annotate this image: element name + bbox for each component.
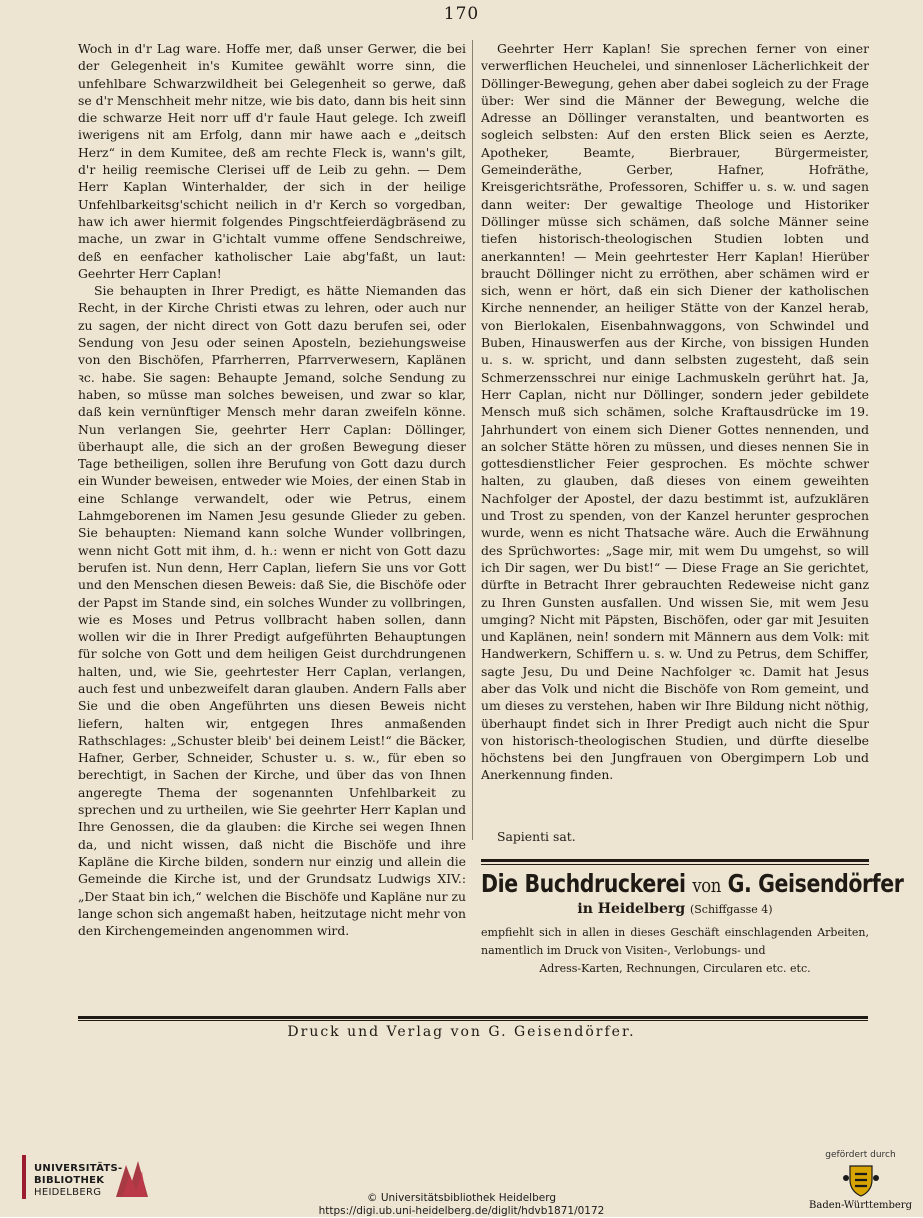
funder-block bbox=[808, 1150, 913, 1211]
funded-by-label: gefördert durch bbox=[825, 1150, 896, 1160]
ad-title-company: Die Buchdruckerei bbox=[481, 869, 686, 899]
copyright-text: © Universitätsbibliothek Heidelberg bbox=[366, 1192, 556, 1204]
footer-rule bbox=[78, 1016, 868, 1021]
ad-title-von: von bbox=[692, 873, 721, 898]
column-divider bbox=[472, 40, 473, 840]
advertisement bbox=[481, 869, 904, 978]
right-column-text bbox=[481, 40, 869, 828]
ad-place bbox=[481, 901, 869, 918]
right-column bbox=[481, 40, 904, 1040]
left-paragraph: Woch in d'r Lag ware. Hoffe mer, daß unser Gerwer, die bei der Gelegenheit in's Kumitee gewählt worre sinn, die unfehlbare Schwarzwildheit bei Gelegenheit so gerwe, daß se d'r Menschheit mehr nitze, wie bis dato, dann bis heit sinn die schwarze Heit norr uff d'r faule Haut gelege. Ich zweifl iwerigens nit am Erfolg, dann mir hawe aach e „deitsch Herz“ in dem Kumitee, deß am rechte Fleck is, wann's gilt, d'r heilig reemische Clerisei uff de Leib zu gehn. — Dem Herr Kaplan Winterhalder, der sich in der heilige Unfehlbarkeitsg'schicht neilich in d'r Kerch so vorgedban, haw ich awer hiermit folgendes Pingschtfeierdägbräsend zu mache, un zwar in G'ichtalt vumme offene Sendschreiwe, deß en eenfacher katholischer Laie abg'faßt, un laut: Geehrter Herr Caplan! bbox=[78, 41, 466, 281]
ad-body-last: Adress-Karten, Rechnungen, Circularen etc. etc. bbox=[539, 961, 811, 975]
copyright-block bbox=[0, 1192, 923, 1218]
library-name-line3: HEIDELBERG bbox=[34, 1187, 102, 1198]
ad-address: (Schiffgasse 4) bbox=[689, 902, 773, 916]
section-rule bbox=[481, 859, 869, 865]
left-column bbox=[78, 40, 466, 1010]
page-number: 170 bbox=[443, 4, 480, 24]
source-url[interactable]: https://digi.ub.uni-heidelberg.de/diglit/hdvb1871/0172 bbox=[318, 1205, 605, 1217]
ad-title bbox=[481, 869, 904, 899]
library-name-line1: UNIVERSITÄTS- bbox=[34, 1163, 123, 1174]
ad-body bbox=[481, 924, 869, 978]
ad-title-owner: G. Geisendörfer bbox=[727, 869, 904, 899]
right-paragraph: Geehrter Herr Kaplan! Sie sprechen ferner von einer verwerflichen Heuchelei, und sinnenloser Lächerlichkeit der Döllinger-Bewegung, gehen aber dabei sogleich zu der Frage über: Wer sind die Männer der Bewegung, welche die Adresse an Döllinger veranstalten, und beantworten es sogleich selbsten: Auf den ersten Blick seien es Aerzte, Apotheker, Beamte, Bierbrauer, Bürgermeister, Gemeinderäthe, Gerber, Hafner, Hofräthe, Kreisgerichtsräthe, Professoren, Schiffer u. s. w. und sagen dann weiter: Der gewaltige Theologe und Historiker Döllinger müsse sich schämen, daß solche Männer seine tiefen historisch-theologischen Studien lobten und anerkannten! — Mein geehrtester Herr Kaplan! Hierüber braucht Döllinger nicht zu erröthen, aber schämen wird er sich, wenn er hört, daß ein sich Diener der katholischen Kirche nennender, an heiliger Stätte von der Kanzel herab, von Bierlokalen, Eisenbahnwaggons, von Schwindel und Buben, Hinauswerfen aus der Kirche, von bissigen Hunden u. s. w. spricht, und dann selbsten zugesteht, daß sein Schmerzensschrei nur einige Lachmuskeln gerührt hat. Ja, Herr Caplan, nicht nur Döllinger, sondern jeder gebildete Mensch muß sich schämen, solche Kraftausdrücke im 19. Jahrhundert von einem sich Diener Gottes nennenden, und an solcher Stätte hören zu müssen, und dieses nennen Sie in gottesdienstlicher Feier gesprochen. Es möchte schwer halten, zu glauben, daß dieses von einem geweihten Nachfolger der Apostel, der dazu bestimmt ist, aufzuklären und Trost zu spenden, von der Kanzel herunter gesprochen wurde, wenn es nicht Thatsache wäre. Auch die Erwähnung des Sprüchwortes: „Sage mir, mit wem Du umgehst, so will ich Dir sagen, wer Du bist!“ — Diese Frage an Sie gerichtet, dürfte in Betracht Ihrer gebrauchten Redeweise nicht ganz zu Ihren Gunsten ausfallen. Und wissen Sie, mit wem Jesu umging? Nicht mit Päpsten, Bischöfen, oder gar mit Jesuiten und Kaplänen, nein! sondern mit Männern aus dem Volk: mit Handwerkern, Schiffern u. s. w. Und zu Petrus, dem Schiffer, sagte Jesu, Du und Deine Nachfolger ꝛc. Damit hat Jesus aber das Volk und nicht die Bischöfe von Rom gemeint, und um dieses zu verstehen, haben wir Ihre Bildung nicht nöthig, überhaupt findet sich in Ihrer Predigt auch nicht die Spur von historisch-theologischen Studien, und dürfte dieselbe höchstens bei den Jungfrauen von Obergimpern Lob und Anerkennung finden. bbox=[481, 41, 869, 783]
ad-body-text: empfiehlt sich in allen in dieses Geschäft einschlagenden Arbeiten, namentlich im Druck von Visiten-, Verlobungs- und bbox=[481, 925, 869, 957]
coat-of-arms-icon bbox=[842, 1162, 880, 1198]
signoff: Sapienti sat. bbox=[497, 829, 576, 844]
left-paragraph: Sie behaupten in Ihrer Predigt, es hätte Niemanden das Recht, in der Kirche Christi etwas zu lehren, oder auch nur zu sagen, der nicht direct von Gott dazu berufen sei, oder Sendung von Jesu oder seinen Aposteln, beziehungsweise von den Bischöfen, Pfarrherren, Pfarrverwesern, Kaplänen ꝛc. habe. Sie sagen: Behaupte Jemand, solche Sendung zu haben, so müsse man solches beweisen, und zwar so klar, daß kein vernünftiger Mensch mehr daran zweifeln könne. Nun verlangen Sie, geehrter Herr Caplan: Döllinger, überhaupt alle, die sich an der großen Bewegung dieser Tage betheiligen, sollen ihre Berufung von Gott dazu durch ein Wunder beweisen, entweder wie Moies, der einen Stab in eine Schlange verwandelt, oder wie Petrus, einem Lahmgeborenen im Namen Jesu gesunde Glieder zu geben. Sie behaupten: Niemand kann solche Wunder vollbringen, wenn nicht Gott mit ihm, d. h.: wenn er nicht von Gott dazu berufen ist. Nun denn, Herr Caplan, liefern Sie uns vor Gott und den Menschen diesen Beweis: daß Sie, die Bischöfe oder der Papst im Stande sind, ein solches Wunder zu vollbringen, wie es Moses und Petrus vollbracht haben sollen, dann wollen wir die in Ihrer Predigt aufgeführten Behauptungen für solche von Gott und dem heiligen Geist durchdrungenen halten, und, wie Sie, geehrtester Herr Caplan, verlangen, auch fest und unbezweifelt daran glauben. Andern Falls aber Sie und die oben Angeführten uns diesen Beweis nicht liefern, halten wir, entgegen Ihres anmaßenden Rathschlages: „Schuster bleib' bei deinem Leist!“ die Bäcker, Hafner, Gerber, Schneider, Schuster u. s. w., für eben so berechtigt, in Sachen der Kirche, und über das von Ihnen angeregte Thema der sogenannten Unfehlbarkeit zu sprechen und zu urtheilen, wie Sie geehrter Herr Kaplan und Ihre Genossen, die da glauben: die Kirche sei wegen Ihnen da, und nicht wissen, daß nicht die Bischöfe und ihre Kapläne die Kirche bilden, sondern nur einzig und allein die Gemeinde die Kirche ist, und der Grundsatz Ludwigs XIV.: „Der Staat bin ich,“ welchen die Bischöfe und Kapläne nur zu lange schon sich angemaßt haben, heitzutage nicht mehr von den Kirchengemeinden angenommen wird. bbox=[78, 283, 466, 939]
funder-name: Baden-Württemberg bbox=[809, 1200, 912, 1211]
imprint: Druck und Verlag von G. Geisendörfer. bbox=[287, 1024, 636, 1040]
library-name-line2: BIBLIOTHEK bbox=[34, 1175, 105, 1186]
ad-city: in Heidelberg bbox=[577, 900, 686, 917]
